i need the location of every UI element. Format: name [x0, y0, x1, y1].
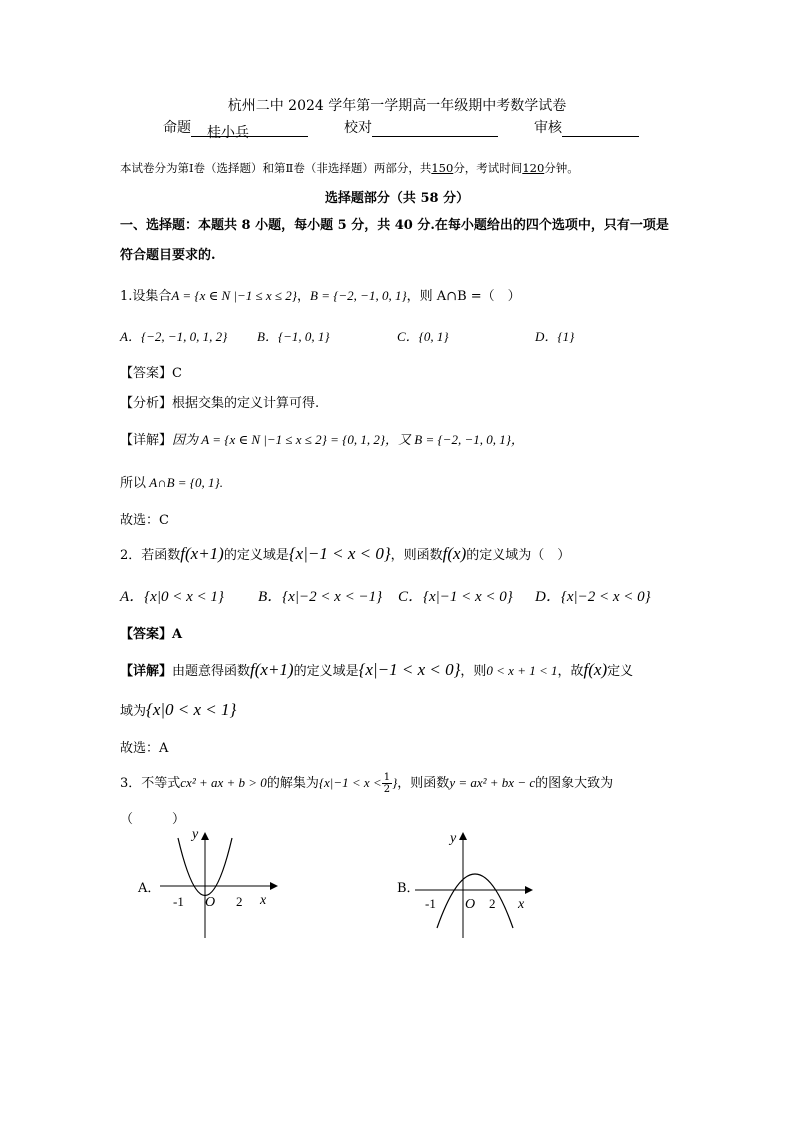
q1-answer-value: C — [172, 366, 182, 381]
review-field — [534, 117, 639, 137]
q3-graph-a-origin: O — [205, 895, 216, 910]
q3-graph-a-x-label: x — [260, 893, 267, 908]
intro-text-1: 本试卷分为第Ⅰ卷（选择题）和第Ⅱ卷（非选择题）两部分，共 — [120, 161, 432, 175]
q3-graph-b-origin: O — [465, 897, 476, 912]
q3-stem — [120, 768, 613, 799]
q1-detail — [120, 429, 524, 448]
q2-answer-label: 【答案】 — [120, 627, 173, 642]
q1-analysis — [120, 392, 319, 411]
q1-ask: ，则 A∩B =（ ） — [406, 289, 521, 304]
intro-exam-time: 120 — [522, 161, 545, 175]
q2-detail — [120, 660, 633, 680]
q3-paren: （ ） — [120, 812, 186, 827]
author-field — [163, 117, 308, 141]
q3-graph-b-label: B． — [397, 881, 420, 896]
q3-graph-b-x-label: x — [518, 897, 525, 912]
q3-graph-b — [415, 828, 540, 938]
q1-stem: 1.设集合A = {x ∈ N |−1 ≤ x ≤ 2}，B = {−2, −1, 0, 1}，则 A∩B =（ ） — [120, 288, 521, 304]
author-name: 桂小兵 — [191, 122, 308, 137]
q2-detail-cont — [120, 700, 236, 720]
q1-conclusion — [120, 472, 223, 491]
proof-line — [372, 121, 498, 137]
q3-frac-den: 2 — [383, 784, 391, 795]
q2-detail-1: 由题意得函数 — [172, 664, 251, 679]
q1-answer-label: 【答案】 — [120, 366, 173, 381]
q1-answer — [120, 362, 182, 381]
q3-fraction — [382, 772, 392, 795]
q2-detail-5: 定义 — [607, 664, 634, 679]
q2-answer — [120, 623, 182, 642]
q2-detail-2: 的定义域是 — [293, 664, 359, 679]
q3-graph-a-tick-pos: 2 — [236, 894, 243, 909]
q2-func: f(x+1) — [180, 544, 224, 563]
q1-option-b: B．{−1, 0, 1} — [257, 329, 330, 344]
q1-detail-b: ，又 B = {−2, −1, 0, 1}， — [385, 432, 524, 447]
q1-prefix: 1.设集合 — [120, 289, 172, 304]
q3-prefix: 3．不等式 — [120, 776, 181, 791]
intro-text-2: 分，考试时间 — [453, 161, 523, 175]
q3-set-right: } — [392, 775, 398, 790]
q1-detail-label: 【详解】 — [120, 433, 173, 448]
q3-mid: 的解集为 — [266, 776, 319, 791]
q3-func: y = ax² + bx − c — [449, 775, 536, 790]
part1-instructions: 一、选择题：本题共 8 小题，每小题 5 分，共 40 分.在每小题给出的四个选项中，只有一项是符合题目要求的. — [120, 218, 669, 263]
q1-analysis-text: 根据交集的定义计算可得. — [172, 396, 320, 411]
q3-graph-a-tick-neg: -1 — [173, 894, 184, 909]
q2-prefix: 2．若函数 — [120, 548, 181, 563]
q2-ask-prefix: ，则函数 — [390, 548, 443, 563]
proof-label: 校对 — [344, 120, 372, 136]
q3-ask: 的图象大致为 — [535, 776, 614, 791]
q1-option-c: C．{0, 1} — [397, 329, 449, 344]
q1-set-a: A = {x ∈ N |−1 ≤ x ≤ 2} — [171, 288, 297, 303]
q1-analysis-label: 【分析】 — [120, 396, 173, 411]
q2-detail-6: 域为 — [120, 704, 147, 719]
q2-detail-ineq: 0 < x + 1 < 1 — [486, 663, 558, 678]
intro-text-3: 分钟。 — [544, 161, 579, 175]
q1-set-b: B = {−2, −1, 0, 1} — [310, 288, 407, 303]
q2-detail-label: 【详解】 — [120, 664, 173, 679]
q2-mid: 的定义域是 — [223, 548, 289, 563]
q3-set-left: {x|−1 < x < — [318, 775, 382, 790]
q3-graph-b-tick-neg: -1 — [425, 896, 436, 911]
q3-graph-a-y-label: y — [192, 828, 199, 842]
proof-field — [344, 117, 498, 137]
q2-detail-func2: f(x) — [583, 660, 608, 679]
intro-total-score: 150 — [431, 161, 454, 175]
q3-graph-a-label: A． — [138, 881, 161, 896]
q3-graph-b-tick-pos: 2 — [489, 896, 496, 911]
q2-detail-func: f(x+1) — [250, 660, 294, 679]
q2-detail-3: ，则 — [460, 664, 487, 679]
q1-conclusion-math: A∩B = {0, 1}. — [146, 475, 223, 490]
q2-option-c: C．{x|−1 < x < 0} — [398, 589, 513, 605]
exam-intro — [120, 160, 579, 176]
q2-answer-value: A — [172, 627, 183, 642]
q2-detail-domain: {x|−1 < x < 0} — [358, 660, 461, 679]
section-title: 选择题部分（共 58 分） — [324, 191, 470, 206]
q2-detail-result: {x|0 < x < 1} — [146, 700, 237, 719]
q3-ineq: cx² + ax + b > 0 — [180, 775, 267, 790]
q2-option-d: D．{x|−2 < x < 0} — [535, 589, 651, 605]
q3-graph-a — [160, 828, 285, 938]
q1-conclusion-prefix: 所以 — [120, 476, 147, 491]
q2-option-a: A．{x|0 < x < 1} — [120, 589, 224, 605]
q2-func2: f(x) — [442, 544, 467, 563]
review-label: 审核 — [534, 120, 562, 136]
q1-option-d: D．{1} — [535, 329, 575, 344]
q1-final: 故选：C — [120, 513, 169, 528]
q2-final: 故选：A — [120, 741, 169, 756]
q2-option-b: B．{x|−2 < x < −1} — [258, 589, 383, 605]
review-line — [562, 121, 639, 137]
q3-frac-num: 1 — [383, 772, 391, 783]
exam-title: 杭州二中 2024 学年第一学期高一年级期中考数学试卷 — [227, 98, 567, 114]
q2-ask: 的定义域为（ ） — [466, 548, 571, 563]
q2-domain: {x|−1 < x < 0} — [288, 544, 391, 563]
author-label: 命题 — [163, 120, 191, 136]
q2-detail-4: ，故 — [557, 664, 584, 679]
q1-option-a: A．{−2, −1, 0, 1, 2} — [120, 329, 228, 344]
q1-detail-a: 因为 A = {x ∈ N |−1 ≤ x ≤ 2} = {0, 1, 2} — [172, 432, 386, 447]
q2-stem — [120, 544, 570, 564]
q3-graph-b-y-label: y — [450, 831, 457, 846]
q3-ask-prefix: ，则函数 — [397, 776, 450, 791]
